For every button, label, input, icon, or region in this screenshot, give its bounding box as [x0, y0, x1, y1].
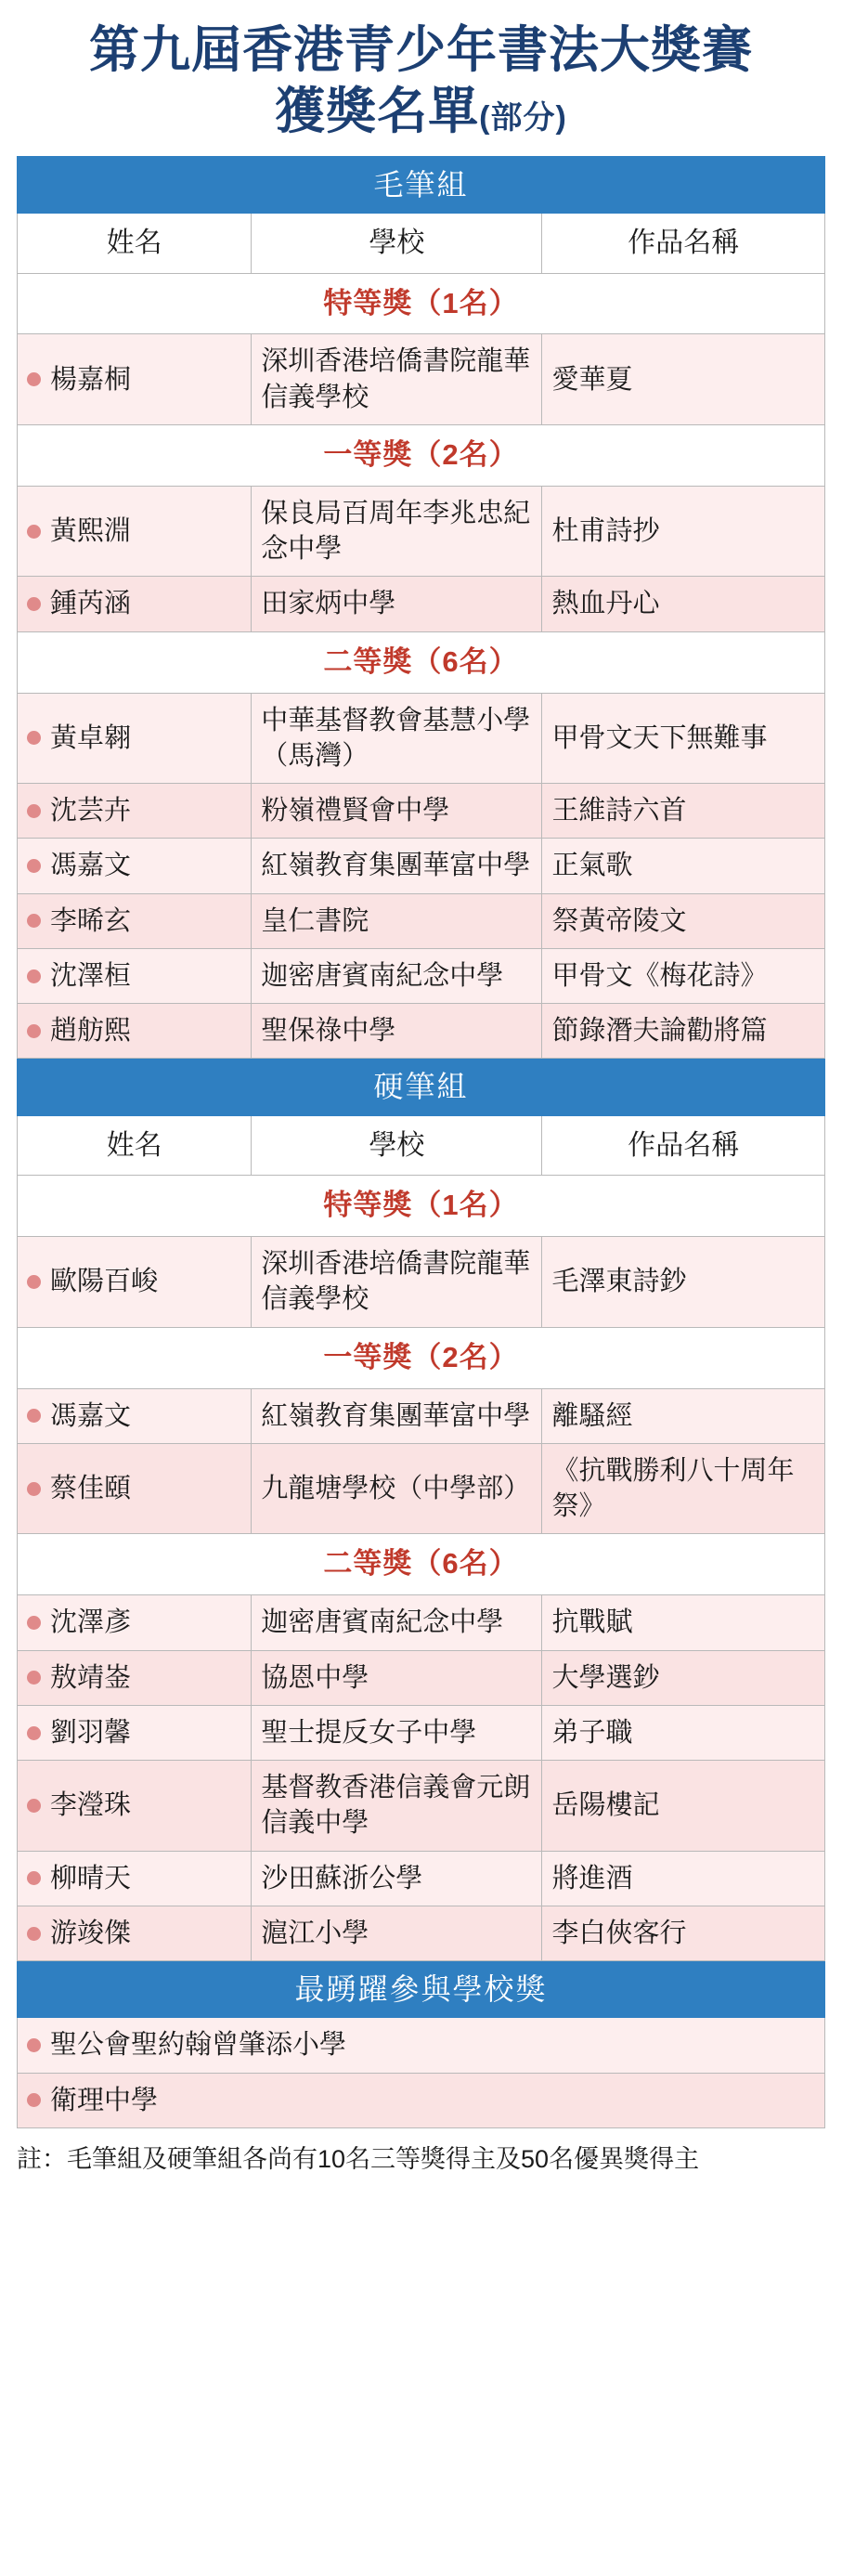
prize-header-label: 一等獎（2名） — [18, 1327, 825, 1388]
section-header-label: 最踴躍參與學校獎 — [18, 1961, 825, 2018]
winner-name-cell — [18, 839, 252, 893]
most-active-school-name: 衛理中學 — [50, 2085, 159, 2115]
winner-name: 柳晴天 — [50, 1863, 132, 1893]
winner-work: 甲骨文《梅花詩》 — [542, 948, 825, 1003]
bullet-icon — [27, 1871, 41, 1885]
winner-work: 大學選鈔 — [542, 1650, 825, 1705]
winner-name-cell — [18, 1705, 252, 1760]
winner-work: 愛華夏 — [542, 334, 825, 425]
prize-header-pen-first — [18, 1327, 825, 1388]
winner-school: 皇仁書院 — [252, 893, 542, 948]
winner-name-cell — [18, 577, 252, 631]
title-partial-note: (部分) — [479, 99, 567, 136]
winner-name: 趙舫熙 — [50, 1016, 132, 1047]
prize-header-brush-special — [18, 273, 825, 334]
winner-school: 紅嶺教育集團華富中學 — [252, 839, 542, 893]
column-header-school: 學校 — [252, 213, 542, 273]
winner-school: 中華基督教會基慧小學（馬灣） — [252, 693, 542, 784]
bullet-icon — [27, 525, 41, 539]
table-row — [18, 1595, 825, 1650]
winner-work: 離騷經 — [542, 1388, 825, 1443]
prize-header-label: 特等獎（1名） — [18, 1176, 825, 1237]
table-row — [18, 1761, 825, 1852]
table-row — [18, 839, 825, 893]
winner-name-cell — [18, 1761, 252, 1852]
prize-header-label: 特等獎（1名） — [18, 273, 825, 334]
table-row — [18, 2073, 825, 2127]
winner-school: 深圳香港培僑書院龍華信義學校 — [252, 1237, 542, 1328]
table-row — [18, 1443, 825, 1534]
winner-name-cell — [18, 486, 252, 577]
winner-work: 甲骨文天下無難事 — [542, 693, 825, 784]
bullet-icon — [27, 2093, 41, 2107]
title-main-text: 獲獎名單 — [275, 83, 480, 139]
winner-work: 毛澤東詩鈔 — [542, 1237, 825, 1328]
column-header-row-brush — [18, 213, 825, 273]
prize-header-pen-special — [18, 1176, 825, 1237]
winner-work: 熱血丹心 — [542, 577, 825, 631]
winner-name-cell — [18, 1906, 252, 1960]
winner-work: 節錄潛夫論勸將篇 — [542, 1004, 825, 1059]
winner-school: 協恩中學 — [252, 1650, 542, 1705]
winner-name: 李晞玄 — [50, 905, 132, 936]
table-row — [18, 334, 825, 425]
winner-name: 歐陽百峻 — [50, 1267, 159, 1297]
section-header-pen — [18, 1059, 825, 1115]
award-table — [17, 156, 825, 2128]
winner-name-cell — [18, 1443, 252, 1534]
table-row — [18, 1705, 825, 1760]
table-row — [18, 693, 825, 784]
title-line-2 — [17, 82, 825, 143]
bullet-icon — [27, 1409, 41, 1423]
most-active-school-cell — [18, 2073, 825, 2127]
prize-header-brush-second — [18, 631, 825, 693]
winner-name: 沈芸卉 — [50, 796, 132, 826]
column-header-work: 作品名稱 — [542, 213, 825, 273]
winner-work: 岳陽樓記 — [542, 1761, 825, 1852]
prize-header-pen-second — [18, 1534, 825, 1595]
title-line-1: 第九屆香港青少年書法大獎賽 — [89, 22, 753, 78]
winner-name-cell — [18, 1595, 252, 1650]
most-active-school-name: 聖公會聖約翰曾肇添小學 — [50, 2030, 347, 2061]
bullet-icon — [27, 1482, 41, 1496]
winner-school: 沙田蘇浙公學 — [252, 1851, 542, 1906]
column-header-name: 姓名 — [18, 1115, 252, 1176]
winner-school: 基督教香港信義會元朗信義中學 — [252, 1761, 542, 1852]
column-header-name: 姓名 — [18, 213, 252, 273]
winner-school: 田家炳中學 — [252, 577, 542, 631]
winner-name-cell — [18, 1851, 252, 1906]
prize-header-label: 一等獎（2名） — [18, 425, 825, 487]
bullet-icon — [27, 859, 41, 873]
winner-name: 李瀅珠 — [50, 1790, 132, 1821]
winner-school: 紅嶺教育集團華富中學 — [252, 1388, 542, 1443]
winner-work: 杜甫詩抄 — [542, 486, 825, 577]
section-header-most-active — [18, 1961, 825, 2018]
table-row — [18, 1388, 825, 1443]
winner-work: 將進酒 — [542, 1851, 825, 1906]
winner-school: 深圳香港培僑書院龍華信義學校 — [252, 334, 542, 425]
winner-name-cell — [18, 1388, 252, 1443]
winner-name: 黃熙淵 — [50, 516, 132, 547]
table-row — [18, 1237, 825, 1328]
page-title — [17, 0, 825, 156]
winner-school: 聖保祿中學 — [252, 1004, 542, 1059]
winner-work: 李白俠客行 — [542, 1906, 825, 1960]
winner-name-cell — [18, 1650, 252, 1705]
section-header-brush — [18, 156, 825, 213]
table-row — [18, 893, 825, 948]
winner-work: 祭黃帝陵文 — [542, 893, 825, 948]
winner-name-cell — [18, 1004, 252, 1059]
winner-work: 王維詩六首 — [542, 784, 825, 839]
bullet-icon — [27, 1616, 41, 1630]
winner-school: 聖士提反女子中學 — [252, 1705, 542, 1760]
winner-name-cell — [18, 1237, 252, 1328]
bullet-icon — [27, 731, 41, 745]
bullet-icon — [27, 969, 41, 983]
table-row — [18, 1004, 825, 1059]
table-row — [18, 784, 825, 839]
winner-name: 鍾芮涵 — [50, 589, 132, 619]
column-header-row-pen — [18, 1115, 825, 1176]
column-header-work: 作品名稱 — [542, 1115, 825, 1176]
bullet-icon — [27, 1726, 41, 1740]
bullet-icon — [27, 372, 41, 386]
table-row — [18, 1650, 825, 1705]
bullet-icon — [27, 804, 41, 818]
table-row — [18, 486, 825, 577]
winner-name: 黃卓翱 — [50, 722, 132, 753]
bullet-icon — [27, 1275, 41, 1289]
section-header-label: 毛筆組 — [18, 156, 825, 213]
winner-name: 劉羽馨 — [50, 1717, 132, 1748]
table-row — [18, 1851, 825, 1906]
table-row — [18, 1906, 825, 1960]
winner-work: 《抗戰勝利八十周年祭》 — [542, 1443, 825, 1534]
most-active-school-cell — [18, 2018, 825, 2073]
bullet-icon — [27, 1671, 41, 1685]
winner-school: 九龍塘學校（中學部） — [252, 1443, 542, 1534]
winner-school: 迦密唐賓南紀念中學 — [252, 1595, 542, 1650]
winner-name: 楊嘉桐 — [50, 364, 132, 395]
winner-name: 沈澤桓 — [50, 960, 132, 991]
winner-work: 弟子職 — [542, 1705, 825, 1760]
winner-name-cell — [18, 334, 252, 425]
winner-name: 敖靖崟 — [50, 1662, 132, 1693]
footnote: 註：毛筆組及硬筆組各尚有10名三等獎得主及50名優異獎得主 — [17, 2144, 700, 2173]
winner-work: 抗戰賦 — [542, 1595, 825, 1650]
winner-school: 粉嶺禮賢會中學 — [252, 784, 542, 839]
winner-name: 游竣傑 — [50, 1918, 132, 1948]
bullet-icon — [27, 1799, 41, 1813]
award-table-body — [18, 156, 825, 2127]
winner-name-cell — [18, 784, 252, 839]
winner-name: 馮嘉文 — [50, 1400, 132, 1431]
winner-name-cell — [18, 693, 252, 784]
winner-work: 正氣歌 — [542, 839, 825, 893]
bullet-icon — [27, 597, 41, 611]
prize-header-label: 二等獎（6名） — [18, 1534, 825, 1595]
bullet-icon — [27, 914, 41, 928]
prize-header-label: 二等獎（6名） — [18, 631, 825, 693]
winner-school: 保良局百周年李兆忠紀念中學 — [252, 486, 542, 577]
winner-name: 蔡佳頤 — [50, 1474, 132, 1504]
table-row — [18, 948, 825, 1003]
bullet-icon — [27, 1024, 41, 1038]
winner-school: 滬江小學 — [252, 1906, 542, 1960]
bullet-icon — [27, 1927, 41, 1941]
bullet-icon — [27, 2038, 41, 2052]
table-row — [18, 2018, 825, 2073]
winner-school: 迦密唐賓南紀念中學 — [252, 948, 542, 1003]
prize-header-brush-first — [18, 425, 825, 487]
winner-name-cell — [18, 948, 252, 1003]
winner-name: 沈澤彥 — [50, 1607, 132, 1638]
column-header-school: 學校 — [252, 1115, 542, 1176]
section-header-label: 硬筆組 — [18, 1059, 825, 1115]
winner-name: 馮嘉文 — [50, 851, 132, 881]
table-row — [18, 577, 825, 631]
winner-name-cell — [18, 893, 252, 948]
